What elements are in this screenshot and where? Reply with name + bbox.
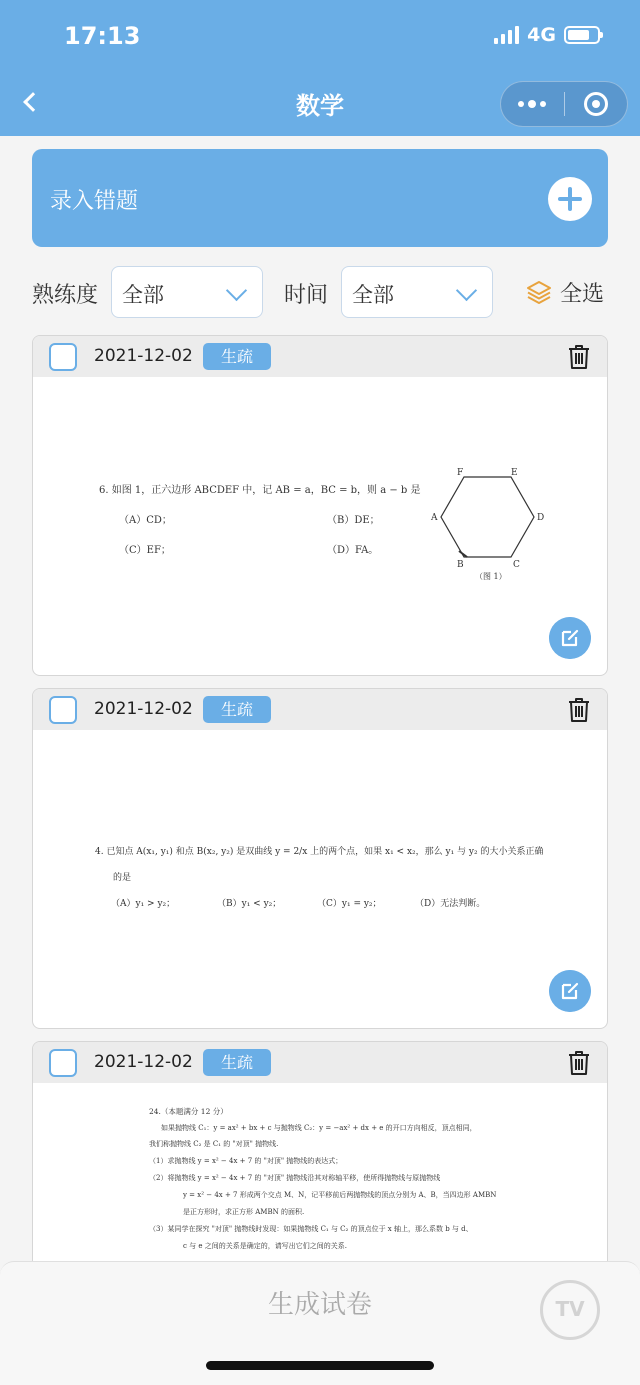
question-line: 24.（本题满分 12 分） bbox=[149, 1107, 228, 1116]
vertex-label: D bbox=[537, 513, 545, 523]
question-image bbox=[33, 377, 607, 675]
chevron-down-icon bbox=[226, 280, 247, 301]
mini-program-capsule bbox=[500, 81, 628, 127]
trash-icon[interactable] bbox=[567, 1050, 591, 1076]
question-line: 我们称抛物线 C₂ 是 C₁ 的 "对顶" 抛物线. bbox=[149, 1140, 279, 1148]
question-line: y = x² − 4x + 7 形成两个交点 M、N，记平移前后两抛物线的顶点分别为 A、B，当四边形 AMBN bbox=[183, 1191, 497, 1199]
time-select-value: 全部 bbox=[352, 283, 394, 307]
question-line: （2）将抛物线 y = x² − 4x + 7 的 "对顶" 抛物线沿其对称轴平移，使所得抛物线与原抛物线 bbox=[149, 1174, 441, 1182]
chevron-down-icon bbox=[456, 280, 477, 301]
question-image bbox=[33, 1083, 607, 1280]
proficiency-select[interactable] bbox=[111, 266, 263, 318]
question-image bbox=[33, 730, 607, 1028]
more-button[interactable] bbox=[501, 82, 564, 126]
question-stem-continued: 的是 bbox=[113, 873, 132, 883]
card-header bbox=[33, 336, 607, 377]
proficiency-filter-label: 熟练度 bbox=[32, 283, 99, 308]
add-wrong-question-label: 录入错题 bbox=[50, 189, 139, 214]
vertex-label: C bbox=[513, 560, 520, 570]
question-stem: 6. 如图 1，正六边形 ABCDEF 中，记 AB = a，BC = b，则 a − b 是 bbox=[99, 485, 421, 496]
question-option: （A）y₁ > y₂； bbox=[111, 899, 176, 909]
select-all-button[interactable] bbox=[526, 266, 604, 318]
question-line: 如果抛物线 C₁：y = ax² + bx + c 与抛物线 C₂：y = −ax² + dx + e 的开口方向相反，顶点相同， bbox=[161, 1124, 477, 1132]
question-option: （A）CD； bbox=[119, 515, 172, 526]
question-card bbox=[32, 1041, 608, 1281]
select-all-label: 全选 bbox=[560, 281, 605, 307]
time-select[interactable] bbox=[341, 266, 493, 318]
page-title: 数学 bbox=[296, 92, 344, 120]
plus-circle-icon bbox=[548, 177, 592, 221]
trash-icon[interactable] bbox=[567, 697, 591, 723]
card-date: 2021-12-02 bbox=[94, 699, 193, 719]
question-option: （D）FA。 bbox=[327, 545, 379, 556]
add-wrong-question-button[interactable] bbox=[32, 149, 608, 247]
time-filter-label: 时间 bbox=[284, 283, 329, 308]
trash-icon[interactable] bbox=[567, 344, 591, 370]
card-checkbox[interactable] bbox=[49, 696, 77, 724]
question-line: （1）求抛物线 y = x² − 4x + 7 的 "对顶" 抛物线的表达式； bbox=[149, 1157, 343, 1165]
signal-icon bbox=[494, 26, 519, 44]
generate-paper-button[interactable]: 生成试卷 bbox=[267, 1290, 372, 1320]
proficiency-tag: 生疏 bbox=[203, 696, 271, 723]
proficiency-select-value: 全部 bbox=[122, 283, 164, 307]
vertex-label: F bbox=[457, 468, 464, 478]
target-icon bbox=[584, 92, 608, 116]
edit-icon[interactable] bbox=[549, 970, 591, 1012]
status-indicators bbox=[494, 24, 600, 46]
card-checkbox[interactable] bbox=[49, 343, 77, 371]
card-checkbox[interactable] bbox=[49, 1049, 77, 1077]
card-date: 2021-12-02 bbox=[94, 346, 193, 366]
question-option: （B）DE； bbox=[327, 515, 380, 526]
card-date: 2021-12-02 bbox=[94, 1052, 193, 1072]
question-line: 是正方形时，求正方形 AMBN 的面积. bbox=[183, 1208, 305, 1216]
proficiency-tag: 生疏 bbox=[203, 1049, 271, 1076]
hexagon-figure bbox=[423, 467, 553, 582]
question-line: c 与 e 之间的关系是确定的，请写出它们之间的关系. bbox=[183, 1242, 347, 1250]
network-type: 4G bbox=[527, 24, 556, 46]
vertex-label: E bbox=[511, 468, 518, 478]
card-header bbox=[33, 1042, 607, 1083]
vertex-label: B bbox=[457, 560, 464, 570]
close-mini-program-button[interactable] bbox=[565, 82, 628, 126]
question-card bbox=[32, 335, 608, 676]
question-option: （C）y₁ = y₂； bbox=[317, 899, 382, 909]
figure-caption: （图 1） bbox=[475, 572, 507, 581]
battery-icon bbox=[564, 26, 600, 44]
question-option: （C）EF； bbox=[119, 545, 171, 556]
top-bar bbox=[0, 0, 640, 136]
card-header bbox=[33, 689, 607, 730]
edit-icon[interactable] bbox=[549, 617, 591, 659]
vertex-label: A bbox=[431, 513, 438, 523]
filter-bar bbox=[0, 266, 640, 318]
question-stem: 4. 已知点 A(x₁, y₁) 和点 B(x₂, y₂) 是双曲线 y = 2/x 上的两个点，如果 x₁ < x₂，那么 y₁ 与 y₂ 的大小关系正确 bbox=[95, 847, 544, 857]
watermark-logo bbox=[540, 1280, 600, 1340]
home-indicator bbox=[206, 1361, 434, 1370]
status-time: 17:13 bbox=[64, 22, 141, 50]
question-card bbox=[32, 688, 608, 1029]
bottom-action-bar bbox=[0, 1261, 640, 1385]
layers-icon bbox=[526, 279, 552, 305]
question-option: （B）y₁ < y₂； bbox=[217, 899, 282, 909]
question-option: （D）无法判断。 bbox=[415, 899, 486, 909]
question-line: （3）某同学在探究 "对顶" 抛物线时发现：如果抛物线 C₁ 与 C₂ 的顶点位于 x 轴上，那么系数 b 与 d、 bbox=[149, 1225, 473, 1233]
proficiency-tag: 生疏 bbox=[203, 343, 271, 370]
